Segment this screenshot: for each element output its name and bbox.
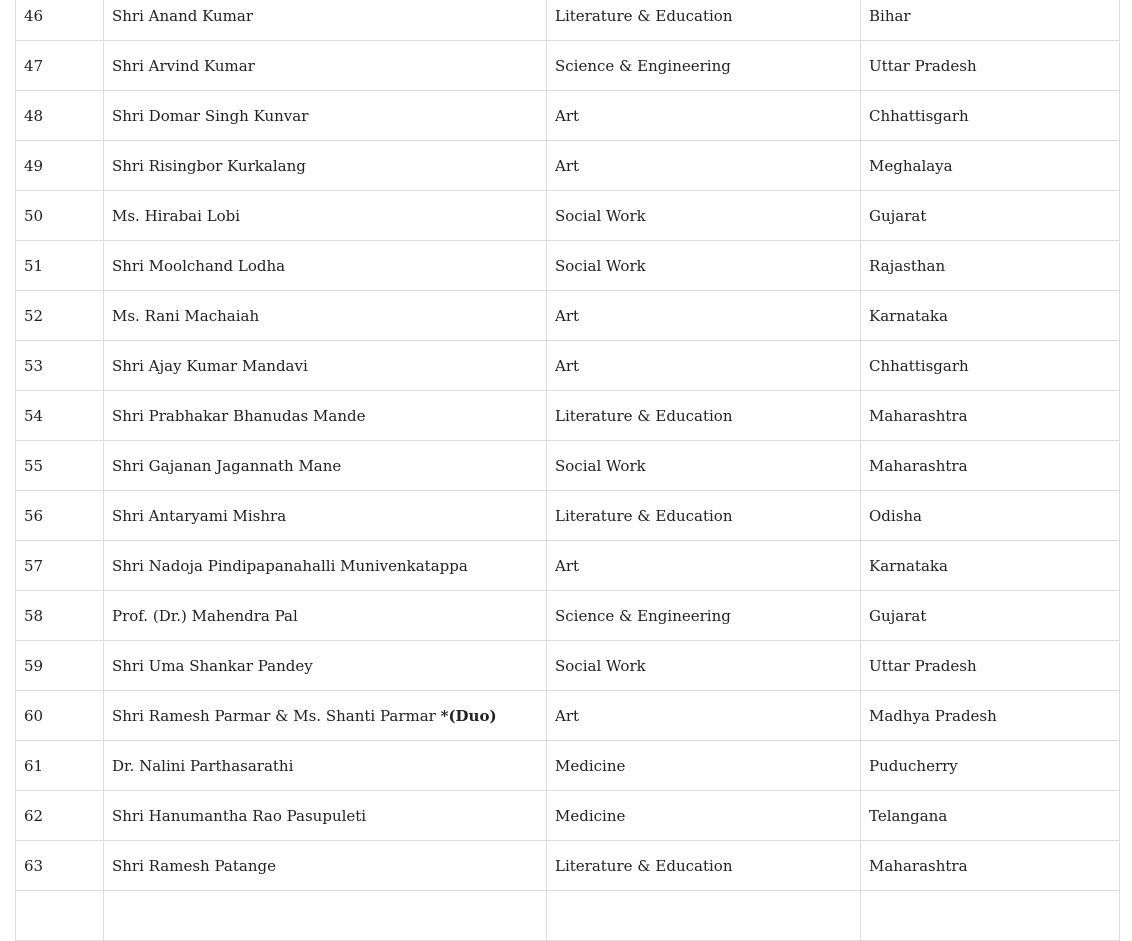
table-row <box>16 91 1120 141</box>
field-cell: Art <box>547 541 861 591</box>
state-cell: Maharashtra <box>861 441 1120 491</box>
table-row <box>16 191 1120 241</box>
state-cell: Gujarat <box>861 591 1120 641</box>
awardee-name-cell: Prof. (Dr.) Mahendra Pal <box>104 591 547 641</box>
serial-number-cell: 60 <box>16 691 104 741</box>
serial-number-cell: 59 <box>16 641 104 691</box>
state-cell: Karnataka <box>861 291 1120 341</box>
table-row <box>16 41 1120 91</box>
field-cell: Literature & Education <box>547 0 861 41</box>
field-cell: Art <box>547 141 861 191</box>
state-cell: Karnataka <box>861 541 1120 591</box>
state-cell: Puducherry <box>861 741 1120 791</box>
serial-number-cell: 61 <box>16 741 104 791</box>
table-row <box>16 691 1120 741</box>
field-cell: Literature & Education <box>547 491 861 541</box>
state-cell: Maharashtra <box>861 391 1120 441</box>
field-cell: Literature & Education <box>547 841 861 891</box>
table-row <box>16 741 1120 791</box>
serial-number-cell: 63 <box>16 841 104 891</box>
state-cell: Gujarat <box>861 191 1120 241</box>
serial-number-cell: 50 <box>16 191 104 241</box>
table-row <box>16 491 1120 541</box>
field-cell: Art <box>547 691 861 741</box>
awardee-name-cell <box>104 691 547 741</box>
state-cell: Maharashtra <box>861 841 1120 891</box>
serial-number-cell: 58 <box>16 591 104 641</box>
serial-number-cell: 62 <box>16 791 104 841</box>
serial-number-cell: 55 <box>16 441 104 491</box>
field-cell: Social Work <box>547 191 861 241</box>
state-cell: Telangana <box>861 791 1120 841</box>
awardee-name-cell: Shri Ramesh Patange <box>104 841 547 891</box>
table-row <box>16 591 1120 641</box>
serial-number-cell: 57 <box>16 541 104 591</box>
table-row <box>16 641 1120 691</box>
serial-number-cell: 53 <box>16 341 104 391</box>
field-cell: Medicine <box>547 741 861 791</box>
awardee-name-cell: Shri Moolchand Lodha <box>104 241 547 291</box>
state-cell: Rajasthan <box>861 241 1120 291</box>
awardee-name-cell: Dr. Nalini Parthasarathi <box>104 741 547 791</box>
state-cell: Uttar Pradesh <box>861 41 1120 91</box>
serial-number-cell: 49 <box>16 141 104 191</box>
serial-number-cell: 52 <box>16 291 104 341</box>
table-row-partial <box>16 891 1120 941</box>
serial-number-cell <box>16 891 104 941</box>
table-row <box>16 141 1120 191</box>
table-row <box>16 791 1120 841</box>
state-cell: Odisha <box>861 491 1120 541</box>
serial-number-cell: 47 <box>16 41 104 91</box>
table-row <box>16 441 1120 491</box>
field-cell <box>547 891 861 941</box>
awardee-name-cell: Ms. Rani Machaiah <box>104 291 547 341</box>
awardee-name-cell: Shri Antaryami Mishra <box>104 491 547 541</box>
field-cell: Social Work <box>547 241 861 291</box>
awardee-name-cell: Shri Prabhakar Bhanudas Mande <box>104 391 547 441</box>
awardee-name-cell <box>104 891 547 941</box>
awardees-table-container <box>15 0 1119 941</box>
table-row <box>16 341 1120 391</box>
serial-number-cell: 54 <box>16 391 104 441</box>
duo-marker: *(Duo) <box>440 706 497 725</box>
state-cell: Bihar <box>861 0 1120 41</box>
awardee-name-cell: Shri Arvind Kumar <box>104 41 547 91</box>
state-cell: Uttar Pradesh <box>861 641 1120 691</box>
awardee-name-cell: Shri Uma Shankar Pandey <box>104 641 547 691</box>
table-row <box>16 291 1120 341</box>
field-cell: Science & Engineering <box>547 41 861 91</box>
state-cell: Meghalaya <box>861 141 1120 191</box>
awardees-table <box>15 0 1120 941</box>
awardee-name-cell: Shri Risingbor Kurkalang <box>104 141 547 191</box>
field-cell: Literature & Education <box>547 391 861 441</box>
awardee-name-cell: Shri Hanumantha Rao Pasupuleti <box>104 791 547 841</box>
serial-number-cell: 56 <box>16 491 104 541</box>
awardee-name-cell: Shri Gajanan Jagannath Mane <box>104 441 547 491</box>
field-cell: Social Work <box>547 641 861 691</box>
table-row <box>16 391 1120 441</box>
state-cell: Chhattisgarh <box>861 91 1120 141</box>
awardee-name-cell: Shri Ajay Kumar Mandavi <box>104 341 547 391</box>
field-cell: Art <box>547 291 861 341</box>
serial-number-cell: 51 <box>16 241 104 291</box>
field-cell: Social Work <box>547 441 861 491</box>
state-cell: Chhattisgarh <box>861 341 1120 391</box>
field-cell: Science & Engineering <box>547 591 861 641</box>
table-row <box>16 241 1120 291</box>
state-cell <box>861 891 1120 941</box>
field-cell: Medicine <box>547 791 861 841</box>
awardee-name-text: Shri Ramesh Parmar & Ms. Shanti Parmar <box>112 706 441 725</box>
table-row <box>16 541 1120 591</box>
awardee-name-cell: Shri Anand Kumar <box>104 0 547 41</box>
awardee-name-cell: Shri Domar Singh Kunvar <box>104 91 547 141</box>
awardee-name-cell: Ms. Hirabai Lobi <box>104 191 547 241</box>
state-cell: Madhya Pradesh <box>861 691 1120 741</box>
serial-number-cell: 46 <box>16 0 104 41</box>
table-row <box>16 841 1120 891</box>
table-row <box>16 0 1120 41</box>
serial-number-cell: 48 <box>16 91 104 141</box>
awardee-name-cell: Shri Nadoja Pindipapanahalli Munivenkatappa <box>104 541 547 591</box>
field-cell: Art <box>547 341 861 391</box>
field-cell: Art <box>547 91 861 141</box>
